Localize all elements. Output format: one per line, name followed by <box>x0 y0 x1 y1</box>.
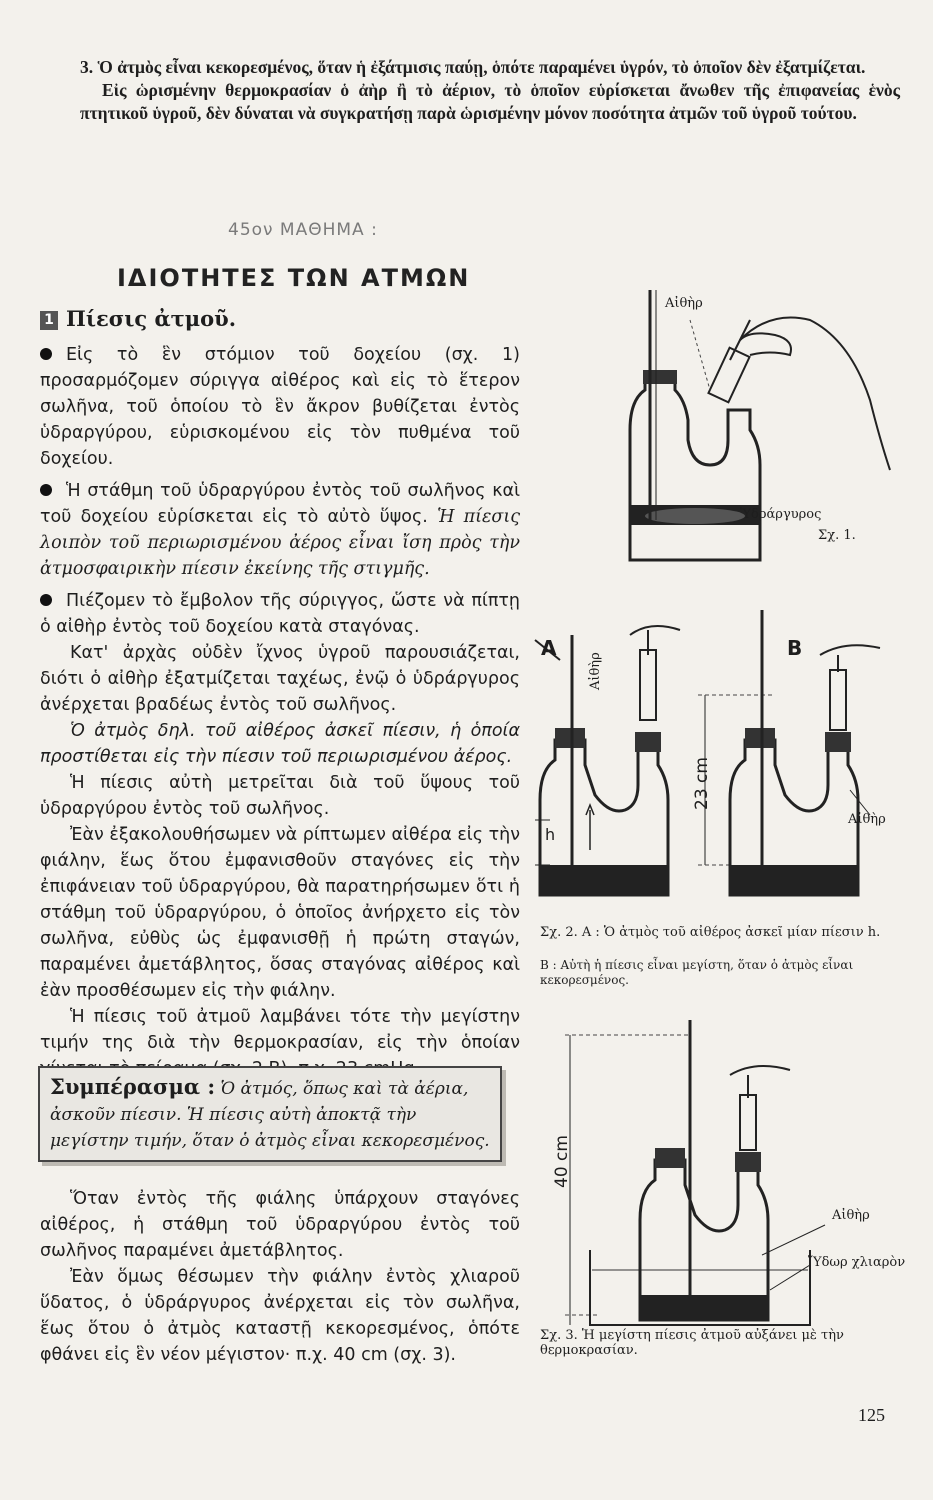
paragraph-4: Κατ' ἀρχὰς οὐδὲν ἴχνος ὑγροῦ παρουσιάζεται, διότι ὁ αἰθὴρ ἐξατμίζεται ταχέως, ἐνῷ ὁ ὑδράργυρος ἀνέρχεται βραδέως ἐντὸς τοῦ σωλῆνος. <box>40 643 520 715</box>
fig2-caption-b: Β : Αὐτὴ ἡ πίεσις εἶναι μεγίστη, ὅταν ὁ ἀτμὸς εἶναι κεκορεσμένος. <box>540 958 854 987</box>
fig3-ether-label: Αἰθὴρ <box>832 1208 870 1223</box>
paragraph-6: Ἡ πίεσις αὐτὴ μετρεῖται διὰ τοῦ ὕψους τοῦ ὑδραργύρου ἐντὸς τοῦ σωλῆνος. <box>40 773 520 819</box>
fig3-height-label: 40 cm <box>552 1135 572 1188</box>
fig3-water-label: Ὕδωρ χλιαρὸν <box>808 1255 906 1270</box>
bullet-paragraph-3: Πιέζομεν τὸ ἔμβολον τῆς σύριγγος, ὥστε νὰ πίπτῃ ὁ αἰθὴρ ἐντὸς τοῦ δοχείου κατὰ σταγόνας. <box>40 588 520 640</box>
conclusion-label: Συμπέρασμα : <box>50 1074 216 1099</box>
figure-2-diagram <box>530 600 910 910</box>
bullet-2-italic: Ἡ πίεσις λοιπὸν τοῦ περιωρισμένου ἀέρος εἶναι ἴση πρὸς τὴν ἀτμοσφαιρικὴν πίεσιν ἐκείνης τῆς στιγμῆς. <box>40 507 520 579</box>
intro-paragraph-2: Εἰς ὡρισμένην θερμοκρασίαν ὁ ἀὴρ ἢ τὸ ἀέριον, τὸ ὁποῖον εὑρίσκεται ἄνωθεν τῆς ἐπιφανείας ἑνὸς πτητικοῦ ὑγροῦ, δὲν δύναται νὰ συγκρατήσῃ παρὰ ὡρισμένην μόνον ποσότητα ἀτμῶν τοῦ ὑγροῦ τούτου. <box>80 80 900 123</box>
bullet-paragraph-1: Εἰς τὸ ἓν στόμιον τοῦ δοχείου (σχ. 1) προσαρμόζομεν σύριγγα αἰθέρος καὶ εἰς τὸ ἕτερον σωλῆνα, τοῦ ὁποίου τὸ ἓν ἄκρον βυθίζεται ἐντὸς ὑδραργύρου, εὑρισκομένου εἰς τὸν πυθμένα τοῦ δοχείου. <box>40 342 520 472</box>
fig2-ether-a-label: Αἰθὴρ <box>588 652 603 690</box>
fig1-caption: Σχ. 1. <box>818 528 856 543</box>
conclusion-text <box>50 1074 490 1154</box>
paragraph-9: Ὅταν ἐντὸς τῆς φιάλης ὑπάρχουν σταγόνες αἰθέρος, ἡ στάθμη τοῦ ὑδραργύρου ἐντὸς τοῦ σωλῆνος παραμένει ἀμετάβλητος. <box>40 1189 520 1261</box>
paragraph-5: Ὁ ἀτμὸς δηλ. τοῦ αἰθέρος ἀσκεῖ πίεσιν, ἡ ὁποία προστίθεται εἰς τὴν πίεσιν τοῦ περιωρισμένου ἀέρος. <box>40 721 520 767</box>
section-heading <box>40 306 236 331</box>
paragraph-7: Ἐὰν ἐξακολουθήσωμεν νὰ ρίπτωμεν αἰθέρα εἰς τὴν φιάλην, ἕως ὅτου ἐμφανισθοῦν σταγόνες εἰς τὴν ἐπιφάνειαν τοῦ ὑδραργύρου, θὰ παρατηρήσωμεν ὅτι ἡ στάθμη τοῦ ὑδραργύρου, ὁ ὁποῖος ἀνήρχετο εἰς τὸν σωλῆνα, εὐθὺς ὡς ἐμφανισθῇ ἡ πρώτη σταγών, παραμένει ἀμετάβλητος, ὅσας σταγόνας αἰθέρος καὶ ἐὰν προσθέσωμεν εἰς τὴν φιάλην. <box>40 825 520 1001</box>
bullet-paragraph-2 <box>40 478 520 582</box>
fig2-height-label: 23 cm <box>692 757 712 810</box>
fig3-caption: Σχ. 3. Ἡ μεγίστη πίεσις ἀτμοῦ αὐξάνει μὲ τὴν θερμοκρασίαν. <box>540 1328 844 1358</box>
figure-3-diagram <box>540 1020 900 1340</box>
section-number: 1 <box>40 311 58 330</box>
main-body <box>40 342 520 1082</box>
lesson-label: 45ον ΜΑΘΗΜΑ : <box>228 220 378 240</box>
fig1-mercury-label: Ὑδράργυρος <box>740 507 822 522</box>
section-title: Πίεσις ἀτμοῦ. <box>66 306 237 331</box>
conclusion-body: Ὁ ἀτμός, ὅπως καὶ τὰ ἀέρια, ἀσκοῦν πίεσιν. Ἡ πίεσις αὐτὴ ἀποκτᾷ τὴν μεγίστην τιμήν, ὅταν ὁ ἀτμὸς εἶναι κεκορεσμένος. <box>50 1079 490 1151</box>
fig2-caption-a: Σχ. 2. Α : Ὁ ἀτμὸς τοῦ αἰθέρος ἀσκεῖ μίαν πίεσιν h. <box>540 925 881 940</box>
paragraph-8: Ἡ πίεσις τοῦ ἀτμοῦ λαμβάνει τότε τὴν μεγίστην τιμήν της διὰ τὴν θερμοκρασίαν, εἰς τὴν ὁποίαν <box>40 1007 520 1053</box>
closing-body <box>40 1186 520 1368</box>
bullet-2-text: Ἡ στάθμη τοῦ ὑδραργύρου ἐντὸς τοῦ σωλῆνος καὶ τοῦ δοχείου εὑρίσκεται εἰς τὸ αὐτὸ ὕψος. <box>40 481 520 527</box>
lesson-title: ΙΔΙΟΤΗΤΕΣ ΤΩΝ ΑΤΜΩΝ <box>117 264 471 292</box>
page-number: 125 <box>858 1405 885 1425</box>
fig2-label-b: Β <box>787 636 803 660</box>
intro-block <box>80 56 900 125</box>
fig2-label-a: Α <box>541 636 557 660</box>
fig2-h-label: h <box>545 825 556 844</box>
paragraph-10: Ἐὰν ὅμως θέσωμεν τὴν φιάλην ἐντὸς χλιαροῦ ὕδατος, ὁ ὑδράργυρος ἀνέρχεται εἰς τὸν σωλῆνα, ἕως ὅτου ὁ ἀτμὸς καταστῇ κεκορεσμένος, ὁπότε φθάνει εἰς ἓν νέον μέγιστον· π.χ. 40 cm (σχ. 3). <box>40 1267 520 1365</box>
fig1-ether-label: Αἰθὴρ <box>665 296 703 311</box>
intro-paragraph-1: 3. Ὁ ἀτμὸς εἶναι κεκορεσμένος, ὅταν ἡ ἐξάτμισις παύῃ, ὁπότε παραμένει ὑγρόν, τὸ ὁποῖον δὲν ἐξατμίζεται. <box>80 57 866 77</box>
fig2-ether-b-label: Αἰθὴρ <box>848 812 886 827</box>
conclusion-box <box>38 1066 502 1162</box>
